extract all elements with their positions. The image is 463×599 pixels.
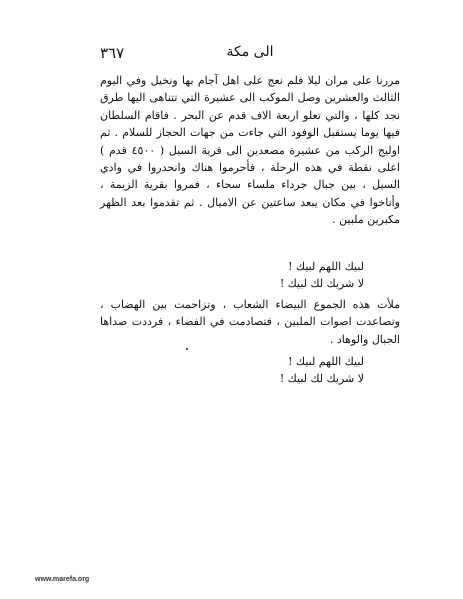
page-number: ٣٦٧	[100, 44, 125, 62]
verse-line: لا شريك لك لبيك !	[279, 277, 364, 290]
paragraph-text: مررنا على مران ليلا فلم نعج على اهل آجام بها ونخيل وفي اليوم الثالث والعشرين وصل الموكب الى عشيرة التي تتناهى اليها طرق نجد كلها ، والتي تعلو اربعة الاف قدم عن البحر . فاقام السلطان فيها يوما يستقبل الوفود التي جاءت من جهات الحجاز للسلام . ثم اوليج الركب من عشيرة مصعدين الى قرية السيل ( ٤٥٠٠ قدم ) اعلى نقطة في هذه الرحلة ، فأحرموا هناك وانحدروا في وادي السيل ، بين جبال جرداء ملساء سحاء ، فمروا بقرية الزيمة ، وأناخوا في مكان يبعد ساعتين عن الاميال . ثم تقدموا بعد الظهر مكبرين ملبين .	[100, 74, 400, 227]
ink-dot	[186, 348, 188, 350]
main-paragraph	[100, 72, 400, 229]
talbiya-verse-first	[100, 258, 400, 292]
verse-line: لا شريك لك لبيك !	[279, 372, 364, 385]
talbiya-verse-second	[100, 353, 400, 387]
running-title: الى مكة	[226, 44, 274, 60]
second-paragraph	[100, 296, 400, 348]
verse-line: لبيك اللهم لبيك !	[288, 355, 364, 368]
page-header	[100, 44, 400, 68]
verse-line: لبيك اللهم لبيك !	[288, 260, 364, 273]
footer-site-url: www.marefa.org	[35, 576, 90, 583]
paragraph-text: ملأت هذه الجموع البيضاء الشعاب ، وتزاحمت بين الهضاب ، وتصاعدت اصوات الملبين ، فتصادمت في الفضاء ، فرددت صداها الجبال والوهاد .	[100, 298, 400, 346]
